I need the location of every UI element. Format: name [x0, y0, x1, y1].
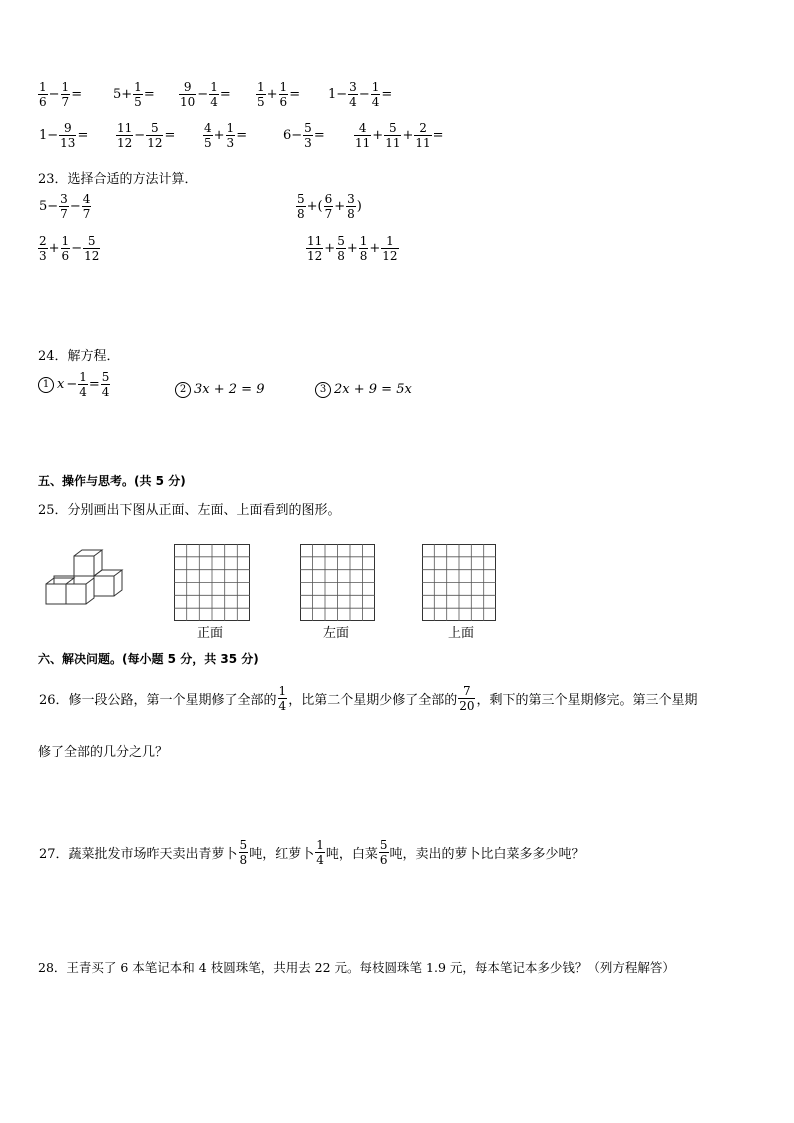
q26-line-2: 修了全部的几分之几？ [38, 745, 169, 760]
cube-stack-figure [40, 548, 132, 610]
q24-eq-3: 3 2x + 9 = 5x [315, 379, 413, 398]
fraction: $\frac{5}{8}$ [239, 838, 248, 867]
front-view-caption: 正面 [197, 626, 224, 641]
q23-expr-1: 5− $\frac{3}{7}$ − $\frac{4}{7}$ [39, 192, 91, 221]
fraction: $\frac{5}{3}$ [304, 121, 312, 150]
fraction: $\frac{1}{6}$ [61, 234, 70, 263]
section-6-title: 六、解决问题。(每小题 5 分，共 35 分) [38, 652, 259, 666]
fraction: $\frac{9}{10}$ [180, 80, 196, 109]
fraction: $\frac{2}{3}$ [39, 234, 47, 263]
arith-expression: $\frac{4}{5}$ + $\frac{1}{3}$ = [204, 121, 248, 150]
q24-eq-1: 1 x − $\frac{1}{4}$ = $\frac{5}{4}$ [38, 370, 110, 399]
fraction: $\frac{1}{8}$ [359, 234, 368, 263]
fraction: $\frac{4}{11}$ [355, 121, 371, 150]
arith-expression: $\frac{9}{10}$ − $\frac{1}{4}$ = [180, 80, 231, 109]
fraction: $\frac{5}{11}$ [385, 121, 401, 150]
q24-title: 24．解方程． [38, 349, 120, 364]
top-view-caption: 上面 [448, 626, 475, 641]
arith-expression: $\frac{11}{12}$ − $\frac{5}{12}$ = [117, 121, 176, 150]
q27-line: 27．蔬菜批发市场昨天卖出青萝卜 $\frac{5}{8}$ 吨，红萝卜 $\frac{1}{4}$ 吨，白菜 $\frac{5}{6}$ 吨，卖出的萝卜比白菜多多少吨？ [39, 838, 585, 867]
left-view-grid [300, 544, 375, 621]
arith-expression: 1− $\frac{3}{4}$ − $\frac{1}{4}$ = [328, 80, 393, 109]
q23-expr-3: $\frac{2}{3}$ + $\frac{1}{6}$ − $\frac{5}{12}$ [39, 234, 100, 263]
fraction: $\frac{5}{12}$ [147, 121, 163, 150]
fraction: $\frac{5}{6}$ [379, 838, 388, 867]
q26-line-1: 26．修一段公路，第一个星期修了全部的 $\frac{1}{4}$ ，比第二个星期少修了全部的 $\frac{7}{20}$ ，剩下的第三个星期修完。第三个星期 [39, 684, 698, 713]
fraction: $\frac{1}{6}$ [279, 80, 288, 109]
q23-expr-2: $\frac{5}{8}$ +( $\frac{6}{7}$ + $\frac{3}{8}$ ) [297, 192, 362, 221]
fraction: $\frac{1}{4}$ [210, 80, 218, 109]
fraction: $\frac{4}{7}$ [82, 192, 91, 221]
fraction: $\frac{1}{4}$ [371, 80, 380, 109]
fraction: $\frac{1}{4}$ [316, 838, 324, 867]
circled-1-icon: 1 [38, 377, 54, 393]
arith-expression: $\frac{1}{5}$ + $\frac{1}{6}$ = [257, 80, 301, 109]
fraction: $\frac{5}{8}$ [337, 234, 345, 263]
circled-2-icon: 2 [175, 382, 191, 398]
q23-title: 23．选择合适的方法计算． [38, 172, 198, 187]
fraction: $\frac{1}{4}$ [278, 684, 287, 713]
arith-expression: $\frac{1}{6}$ − $\frac{1}{7}$ = [39, 80, 83, 109]
section-5-title: 五、操作与思考。(共 5 分) [38, 474, 186, 488]
fraction: $\frac{11}{12}$ [117, 121, 133, 150]
fraction: $\frac{1}{7}$ [61, 80, 70, 109]
q24-eq-2: 2 3x + 2 = 9 [175, 379, 265, 398]
q25-text: 25．分别画出下图从正面、左面、上面看到的图形。 [38, 503, 341, 518]
fraction: $\frac{3}{4}$ [349, 80, 357, 109]
fraction: $\frac{1}{4}$ [79, 370, 87, 399]
arith-expression: 6− $\frac{5}{3}$ = [283, 121, 325, 150]
arith-expression: 1− $\frac{9}{13}$ = [39, 121, 89, 150]
fraction: $\frac{3}{8}$ [347, 192, 355, 221]
fraction: $\frac{1}{6}$ [39, 80, 47, 109]
arith-expression: 5+ $\frac{1}{5}$ = [113, 80, 155, 109]
fraction: $\frac{1}{5}$ [134, 80, 142, 109]
q28-text: 28．王青买了 6 本笔记本和 4 枝圆珠笔，共用去 22 元。每枝圆珠笔 1.9 元，每本笔记本多少钱？（列方程解答） [38, 960, 675, 975]
q23-expr-4: $\frac{11}{12}$ + $\frac{5}{8}$ + $\frac{1}{8}$ + $\frac{1}{12}$ [307, 234, 398, 263]
fraction: $\frac{3}{7}$ [60, 192, 68, 221]
left-view-caption: 左面 [323, 626, 350, 641]
fraction: $\frac{5}{12}$ [84, 234, 100, 263]
fraction: $\frac{6}{7}$ [324, 192, 333, 221]
circled-3-icon: 3 [315, 382, 331, 398]
fraction: $\frac{9}{13}$ [60, 121, 76, 150]
fraction: $\frac{4}{5}$ [204, 121, 212, 150]
fraction: $\frac{5}{4}$ [101, 370, 110, 399]
fraction: $\frac{7}{20}$ [459, 684, 475, 713]
front-view-grid [174, 544, 250, 621]
fraction: $\frac{1}{3}$ [226, 121, 235, 150]
fraction: $\frac{1}{5}$ [257, 80, 265, 109]
fraction: $\frac{2}{11}$ [415, 121, 431, 150]
top-view-grid [422, 544, 496, 621]
arith-expression: $\frac{4}{11}$ + $\frac{5}{11}$ + $\frac{2}{11}$ = [355, 121, 444, 150]
fraction: $\frac{1}{12}$ [382, 234, 398, 263]
fraction: $\frac{5}{8}$ [297, 192, 305, 221]
fraction: $\frac{11}{12}$ [307, 234, 323, 263]
